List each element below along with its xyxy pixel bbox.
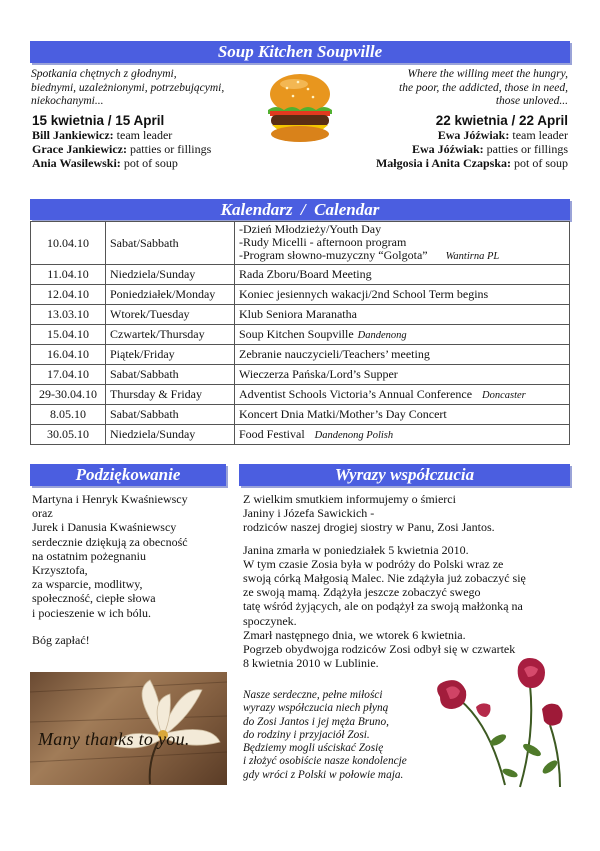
table-row <box>31 222 570 265</box>
cell-event <box>235 222 570 265</box>
cell-day: Niedziela/Sunday <box>106 425 235 445</box>
thanks-line: Krzysztofa, <box>32 563 88 578</box>
condolences-text <box>243 492 573 678</box>
cell-date: 10.04.10 <box>31 222 106 265</box>
event-line: -Rudy Micelli - afternoon program <box>239 235 407 249</box>
table-row <box>31 425 570 445</box>
condolences-header <box>239 464 570 486</box>
table-row <box>31 385 570 405</box>
condolences-title: Wyrazy współczucia <box>334 465 475 484</box>
intro-pl-line: biednymi, uzależnionymi, potrzebującymi, <box>31 81 225 94</box>
intro-pl-line: Spotkania chętnych z głodnymi, <box>31 68 177 80</box>
roses-icon <box>410 655 570 790</box>
cell-day: Sabat/Sabbath <box>106 365 235 385</box>
thanks-title: Podziękowanie <box>75 465 181 484</box>
burger-icon <box>262 70 338 144</box>
cell-day: Czwartek/Thursday <box>106 325 235 345</box>
event-line: -Dzień Młodzieży/Youth Day <box>239 222 382 236</box>
table-row <box>31 265 570 285</box>
left-date: 15 kwietnia / 15 April <box>32 113 165 128</box>
thanks-line: za wsparcie, modlitwy, <box>32 577 143 592</box>
thanks-line: Jurek i Danusia Kwaśniewscy <box>32 520 177 535</box>
cell-day: Thursday & Friday <box>106 385 235 405</box>
intro-en-line: the poor, the addicted, those in need, <box>399 81 568 94</box>
soup-kitchen-header <box>30 41 570 63</box>
table-row <box>31 305 570 325</box>
team-member: Bill Jankiewicz: team leader <box>32 128 173 142</box>
cell-day: Niedziela/Sunday <box>106 265 235 285</box>
team-member: Grace Jankiewicz: patties or fillings <box>32 142 212 156</box>
event-place: Doncaster <box>482 390 526 401</box>
thanks-line: serdecznie dziękują za obecność <box>32 534 188 549</box>
cell-event: Soup Kitchen Soupville Dandenong <box>235 325 570 345</box>
cell-date: 13.03.10 <box>31 305 106 325</box>
event-place: Dandenong <box>357 330 407 341</box>
cell-day: Poniedziałek/Monday <box>106 285 235 305</box>
cell-date: 12.04.10 <box>31 285 106 305</box>
cell-date: 30.05.10 <box>31 425 106 445</box>
cell-event: Klub Seniora Maranatha <box>235 305 570 325</box>
thank-you-image <box>30 672 227 785</box>
calendar-table <box>30 221 570 445</box>
event-place: Wantirna PL <box>445 251 500 262</box>
cell-day: Piątek/Friday <box>106 345 235 365</box>
left-team-list <box>32 128 211 170</box>
event-place: Dandenong Polish <box>314 430 394 441</box>
right-team-list <box>330 128 568 170</box>
intro-en-line: Where the willing meet the hungry, <box>407 68 568 80</box>
team-member: Małgosia i Anita Czapska: pot of soup <box>375 156 568 170</box>
cell-day: Sabat/Sabbath <box>106 405 235 425</box>
cell-event: Wieczerza Pańska/Lord’s Supper <box>235 365 570 385</box>
cell-event: Adventist Schools Victoria’s Annual Conference Doncaster <box>235 385 570 405</box>
cell-day: Sabat/Sabbath <box>106 222 235 265</box>
cell-date: 17.04.10 <box>31 365 106 385</box>
table-row <box>31 345 570 365</box>
cell-date: 8.05.10 <box>31 405 106 425</box>
intro-pl-line: niekochanymi... <box>31 95 104 107</box>
intro-polish <box>31 68 271 109</box>
team-member: Ania Wasilewski: pot of soup <box>32 156 178 170</box>
thanks-line: na ostatnim pożegnaniu <box>32 548 146 563</box>
table-row <box>31 325 570 345</box>
team-member: Ewa Jóźwiak: team leader <box>437 128 568 142</box>
cell-event: Zebranie nauczycieli/Teachers’ meeting <box>235 345 570 365</box>
event-line: -Program słowno-muzyczny “Golgota” Wantirna PL <box>239 248 500 262</box>
cell-date: 29-30.04.10 <box>31 385 106 405</box>
thanks-text <box>32 492 232 647</box>
thanks-line: społeczność, ciepłe słowa <box>32 591 156 606</box>
cell-event: Koniec jesiennych wakacji/2nd School Term begins <box>235 285 570 305</box>
cell-day: Wtorek/Tuesday <box>106 305 235 325</box>
cell-date: 16.04.10 <box>31 345 106 365</box>
right-date: 22 kwietnia / 22 April <box>435 113 568 128</box>
condolences-paragraph: Janina zmarła w poniedziałek 5 kwietnia 2010. W tym czasie Zosia była w podróży do Polski wraz ze swoją córką Małgosią Malec. Nie zdążyła już zobaczyć się ze swoją mamą. Zdążyła jeszcze zobaczyć swego tatę wśród żyjących, ale on podążył za swoją małżonką na spoczynek. Zmarł następnego dnia, we wtorek 6 kwietnia. Pogrzeb obydwojga rodziców Zosi odbył się w czwartek 8 kwietnia 2010 w Lublinie. <box>243 542 526 671</box>
calendar-title: Kalendarz / Calendar <box>220 200 380 219</box>
thanks-line: oraz <box>32 506 53 521</box>
table-row <box>31 365 570 385</box>
team-member: Ewa Jóźwiak: patties or fillings <box>412 142 568 156</box>
cell-date: 15.04.10 <box>31 325 106 345</box>
table-row <box>31 285 570 305</box>
cell-date: 11.04.10 <box>31 265 106 285</box>
soup-kitchen-title: Soup Kitchen Soupville <box>217 42 383 61</box>
condolences-paragraph: Z wielkim smutkiem informujemy o śmierci Janiny i Józefa Sawickich - rodziców naszej drogiej siostry w Panu, Zosi Jantos. <box>243 492 495 535</box>
thanks-closing: Bóg zapłać! <box>32 632 90 647</box>
image-caption: Many thanks to you. <box>38 729 190 749</box>
intro-english <box>330 68 568 109</box>
cell-event: Food Festival Dandenong Polish <box>235 425 570 445</box>
thanks-line: Martyna i Henryk Kwaśniewscy <box>32 492 188 506</box>
table-row <box>31 405 570 425</box>
thanks-line: i pocieszenie w ich bólu. <box>32 605 151 620</box>
condolences-message: Nasze serdeczne, pełne miłości wyrazy współczucia niech płyną do Zosi Jantos i jej męża Bruno, do rodziny i przyjaciół Zosi. Będziemy mogli uściskać Zosię i złożyć osobiście nasze kondolencje gdy wróci z Polski w połowie maja. <box>243 689 407 781</box>
cell-event: Rada Zboru/Board Meeting <box>235 265 570 285</box>
cell-event: Koncert Dnia Matki/Mother’s Day Concert <box>235 405 570 425</box>
intro-en-line: those unloved... <box>495 95 568 107</box>
thanks-header <box>30 464 226 486</box>
calendar-header <box>30 199 570 220</box>
